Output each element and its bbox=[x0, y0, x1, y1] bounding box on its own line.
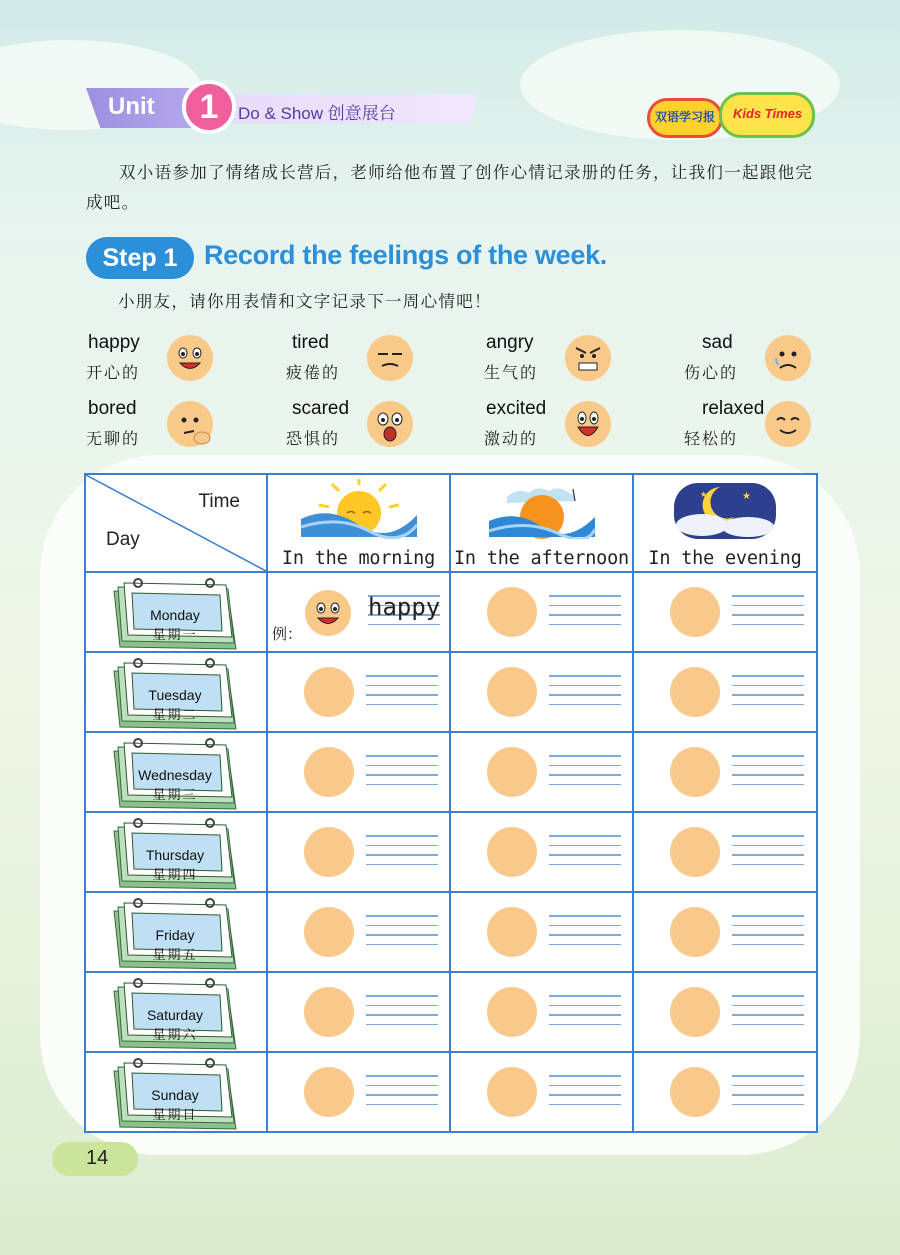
writing-lines[interactable] bbox=[732, 675, 804, 713]
writing-lines[interactable] bbox=[366, 995, 438, 1033]
sunrise-icon bbox=[299, 479, 419, 539]
feeling-word-zh: 激动的 bbox=[484, 429, 539, 448]
writing-lines[interactable] bbox=[549, 1075, 621, 1113]
blank-face-circle[interactable] bbox=[304, 907, 354, 957]
feeling-word-zh: 轻松的 bbox=[684, 429, 739, 448]
period-morning bbox=[267, 474, 450, 572]
writing-lines[interactable] bbox=[549, 835, 621, 873]
writing-lines[interactable] bbox=[549, 755, 621, 793]
feeling-word-zh: 生气的 bbox=[484, 363, 539, 382]
day-row-sunday bbox=[85, 1052, 817, 1132]
day-name: Wednesday bbox=[138, 767, 212, 783]
feeling-entry-afternoon[interactable] bbox=[450, 652, 633, 732]
svg-text:★: ★ bbox=[742, 491, 751, 502]
day-cell bbox=[85, 972, 267, 1052]
day-cell bbox=[85, 892, 267, 972]
example-cell bbox=[267, 572, 450, 652]
feeling-entry-afternoon[interactable] bbox=[450, 892, 633, 972]
day-row-friday bbox=[85, 892, 817, 972]
feeling-entry-morning[interactable] bbox=[267, 732, 450, 812]
sunset-icon bbox=[487, 479, 597, 539]
section-title: Do & Show 创意展台 bbox=[238, 104, 396, 123]
feeling-word: excited bbox=[486, 398, 547, 419]
day-name: Friday bbox=[155, 927, 195, 943]
example-label: 例： bbox=[272, 625, 303, 643]
day-cell bbox=[85, 732, 267, 812]
day-name-zh: 星期六 bbox=[152, 1028, 198, 1043]
feeling-tired bbox=[286, 332, 466, 390]
day-name: Monday bbox=[150, 607, 200, 623]
feeling-bored bbox=[86, 398, 266, 456]
day-name: Tuesday bbox=[148, 687, 202, 703]
blank-face-circle[interactable] bbox=[487, 747, 537, 797]
blank-face-circle[interactable] bbox=[670, 907, 720, 957]
relaxed-face-icon bbox=[764, 400, 812, 448]
day-name-zh: 星期日 bbox=[152, 1108, 198, 1123]
day-label: Day bbox=[106, 529, 140, 550]
feeling-word-zh: 疲倦的 bbox=[286, 363, 341, 382]
feeling-entry-afternoon[interactable] bbox=[450, 812, 633, 892]
blank-face-circle[interactable] bbox=[670, 987, 720, 1037]
bored-face-icon bbox=[166, 400, 214, 448]
blank-face-circle[interactable] bbox=[487, 827, 537, 877]
blank-face-circle[interactable] bbox=[304, 747, 354, 797]
unit-header bbox=[86, 86, 478, 128]
period-evening bbox=[633, 474, 817, 572]
feeling-word-zh: 开心的 bbox=[86, 363, 141, 382]
blank-face-circle[interactable] bbox=[304, 1067, 354, 1117]
sad-face-icon bbox=[764, 334, 812, 382]
day-row-saturday bbox=[85, 972, 817, 1052]
unit-label: Unit bbox=[108, 93, 155, 120]
feeling-word: scared bbox=[292, 398, 350, 419]
blank-face-circle[interactable] bbox=[670, 1067, 720, 1117]
day-cell bbox=[85, 652, 267, 732]
feeling-relaxed bbox=[684, 398, 864, 456]
feeling-word-zh: 恐惧的 bbox=[286, 429, 341, 448]
writing-lines[interactable] bbox=[366, 835, 438, 873]
writing-lines[interactable] bbox=[549, 915, 621, 953]
writing-lines[interactable] bbox=[366, 755, 438, 793]
svg-text:★: ★ bbox=[700, 490, 708, 499]
feeling-happy bbox=[86, 332, 266, 390]
day-row-thursday bbox=[85, 812, 817, 892]
feeling-word: tired bbox=[292, 332, 329, 353]
moon-night-icon bbox=[670, 479, 780, 541]
calendar-icon bbox=[110, 897, 240, 971]
feeling-entry-evening[interactable] bbox=[633, 812, 817, 892]
happy-face-icon bbox=[304, 589, 352, 637]
writing-lines[interactable] bbox=[732, 1075, 804, 1113]
period-afternoon bbox=[450, 474, 633, 572]
diagonal-line bbox=[86, 475, 266, 571]
feeling-word-zh: 伤心的 bbox=[684, 363, 739, 382]
blank-face-circle[interactable] bbox=[304, 987, 354, 1037]
day-cell bbox=[85, 812, 267, 892]
day-name: Sunday bbox=[151, 1087, 199, 1103]
feeling-entry-morning[interactable] bbox=[267, 812, 450, 892]
feeling-entry-morning[interactable] bbox=[267, 892, 450, 972]
blank-face-circle[interactable] bbox=[670, 587, 720, 637]
tired-face-icon bbox=[366, 334, 414, 382]
day-row-tuesday bbox=[85, 652, 817, 732]
calendar-icon bbox=[110, 1057, 240, 1131]
excited-face-icon bbox=[564, 400, 612, 448]
writing-lines[interactable] bbox=[732, 835, 804, 873]
day-row-monday bbox=[85, 572, 817, 652]
blank-face-circle[interactable] bbox=[670, 667, 720, 717]
feeling-entry-evening[interactable] bbox=[633, 972, 817, 1052]
intro-text: 双小语参加了情绪成长营后，老师给他布置了创作心情记录册的任务，让我们一起跟他完成吧。 bbox=[86, 163, 814, 212]
day-name-zh: 星期一 bbox=[152, 628, 198, 643]
blank-face-circle[interactable] bbox=[304, 667, 354, 717]
blank-face-circle[interactable] bbox=[304, 827, 354, 877]
period-label: In the morning bbox=[281, 548, 436, 569]
writing-lines[interactable] bbox=[732, 915, 804, 953]
writing-lines[interactable] bbox=[366, 915, 438, 953]
writing-lines[interactable] bbox=[366, 1075, 438, 1113]
feeling-entry-afternoon[interactable] bbox=[450, 732, 633, 812]
blank-face-circle[interactable] bbox=[487, 587, 537, 637]
day-name-zh: 星期二 bbox=[152, 708, 198, 723]
time-label: Time bbox=[198, 491, 240, 512]
feeling-word: angry bbox=[486, 332, 534, 353]
feeling-scared bbox=[286, 398, 466, 456]
step-badge: Step 1 bbox=[86, 237, 194, 279]
feeling-entry-evening[interactable] bbox=[633, 572, 817, 652]
blank-face-circle[interactable] bbox=[487, 907, 537, 957]
writing-lines[interactable] bbox=[549, 995, 621, 1033]
feeling-entry-evening[interactable] bbox=[633, 652, 817, 732]
feeling-entry-morning[interactable] bbox=[267, 652, 450, 732]
feeling-word: happy bbox=[88, 332, 140, 353]
angry-face-icon bbox=[564, 334, 612, 382]
day-name-zh: 星期三 bbox=[152, 788, 198, 803]
feeling-excited bbox=[484, 398, 664, 456]
feeling-entry-evening[interactable] bbox=[633, 1052, 817, 1132]
writing-lines[interactable] bbox=[732, 595, 804, 633]
example-word: happy bbox=[368, 593, 441, 621]
blank-face-circle[interactable] bbox=[487, 987, 537, 1037]
blank-face-circle[interactable] bbox=[487, 667, 537, 717]
calendar-icon bbox=[110, 577, 240, 651]
feeling-word: bored bbox=[88, 398, 137, 419]
writing-lines[interactable] bbox=[732, 755, 804, 793]
page-number: 14 bbox=[86, 1147, 109, 1169]
blank-face-circle[interactable] bbox=[487, 1067, 537, 1117]
day-cell bbox=[85, 572, 267, 652]
day-name: Saturday bbox=[146, 1007, 204, 1023]
corner-cell bbox=[85, 474, 267, 572]
feeling-entry-afternoon[interactable] bbox=[450, 972, 633, 1052]
calendar-icon bbox=[110, 977, 240, 1051]
feeling-entry-morning[interactable] bbox=[267, 1052, 450, 1132]
feeling-angry bbox=[484, 332, 664, 390]
week-feelings-table bbox=[84, 473, 816, 1133]
kids-times-logo: 双语学习报 Kids Times bbox=[647, 88, 817, 140]
unit-number: 1 bbox=[182, 80, 236, 134]
period-label: In the afternoon bbox=[453, 548, 629, 569]
feeling-sad bbox=[684, 332, 864, 390]
table-header-row bbox=[85, 474, 817, 572]
writing-lines[interactable] bbox=[549, 595, 621, 633]
day-cell bbox=[85, 1052, 267, 1132]
blank-face-circle[interactable] bbox=[670, 827, 720, 877]
calendar-icon bbox=[110, 657, 240, 731]
day-name-zh: 星期四 bbox=[152, 868, 198, 883]
writing-lines[interactable] bbox=[549, 675, 621, 713]
day-name-zh: 星期五 bbox=[152, 948, 198, 963]
instruction-text: 小朋友，请你用表情和文字记录下一周心情吧！ bbox=[118, 292, 492, 311]
page-number-badge bbox=[52, 1142, 138, 1176]
writing-lines[interactable] bbox=[732, 995, 804, 1033]
feeling-entry-evening[interactable] bbox=[633, 892, 817, 972]
happy-face-icon bbox=[166, 334, 214, 382]
blank-face-circle[interactable] bbox=[670, 747, 720, 797]
feeling-word: sad bbox=[702, 332, 733, 353]
step-title: Record the feelings of the week. bbox=[204, 240, 607, 270]
feeling-entry-evening[interactable] bbox=[633, 732, 817, 812]
day-name: Thursday bbox=[145, 847, 205, 863]
day-row-wednesday bbox=[85, 732, 817, 812]
feeling-word: relaxed bbox=[702, 398, 765, 419]
calendar-icon bbox=[110, 737, 240, 811]
period-label: In the evening bbox=[648, 548, 802, 569]
feeling-entry-afternoon[interactable] bbox=[450, 1052, 633, 1132]
feeling-entry-afternoon[interactable] bbox=[450, 572, 633, 652]
scared-face-icon bbox=[366, 400, 414, 448]
writing-lines[interactable] bbox=[366, 675, 438, 713]
calendar-icon bbox=[110, 817, 240, 891]
feeling-word-zh: 无聊的 bbox=[86, 429, 141, 448]
feeling-entry-morning[interactable] bbox=[267, 972, 450, 1052]
